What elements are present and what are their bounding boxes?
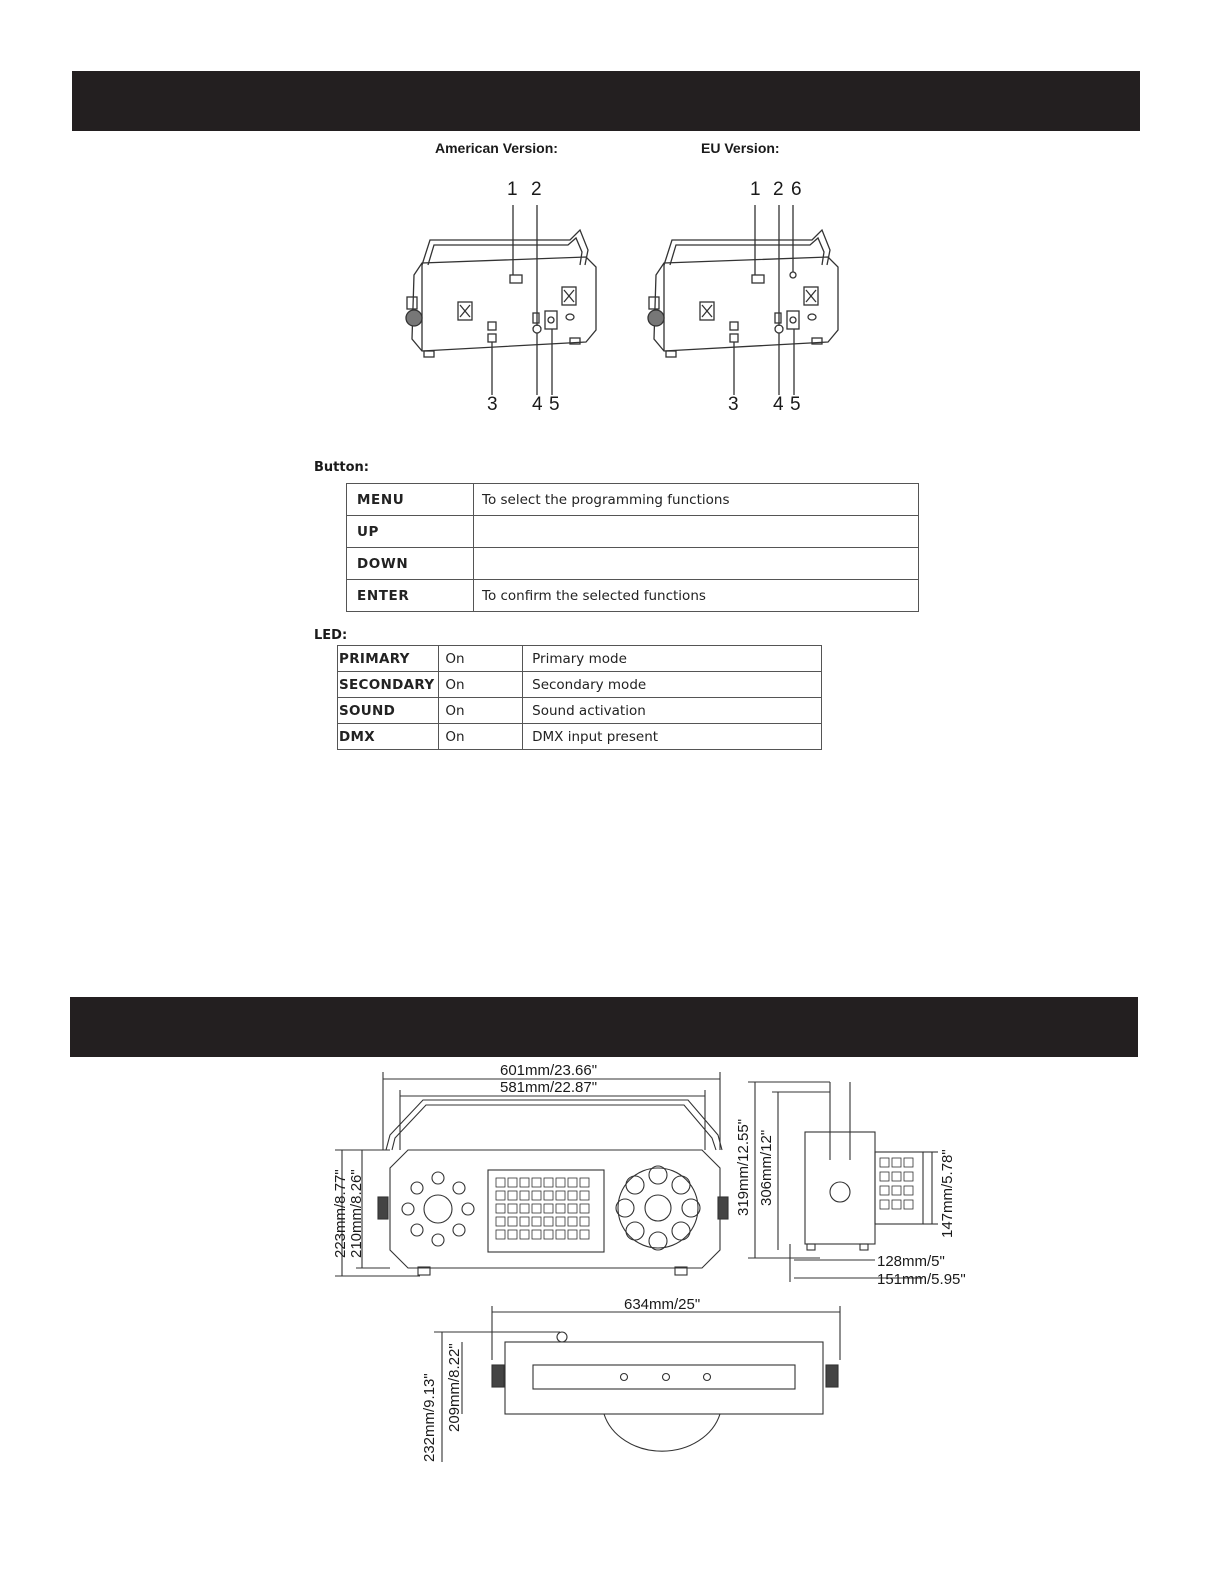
section-header-band-dimensions (70, 997, 1138, 1057)
led-state: On (439, 646, 523, 672)
table-row (338, 672, 822, 698)
callout-4-american: 4 (532, 394, 543, 415)
table-row (347, 484, 919, 516)
led-table (337, 645, 822, 750)
side-inner-height-label: 306mm/12" (758, 1129, 775, 1206)
dimension-drawing (320, 1060, 980, 1470)
led-state: On (439, 698, 523, 724)
led-section-title: LED: (314, 628, 348, 643)
top-outer-depth-label: 232mm/9.13" (421, 1373, 438, 1462)
callout-4-eu: 4 (773, 394, 784, 415)
button-key: UP (347, 516, 474, 548)
table-row (347, 516, 919, 548)
side-depth-outer-label: 151mm/5.95" (877, 1271, 966, 1288)
eu-version-label: EU Version: (701, 140, 780, 156)
section-header-band-top (72, 71, 1140, 131)
led-key: SOUND (338, 698, 439, 724)
callout-5-american: 5 (549, 394, 560, 415)
top-width-label: 634mm/25" (624, 1296, 701, 1313)
led-state: On (439, 724, 523, 750)
led-key: SECONDARY (338, 672, 439, 698)
callout-3-american: 3 (487, 394, 498, 415)
callout-2-american: 2 (531, 179, 542, 200)
american-version-label: American Version: (435, 140, 558, 156)
fixture-rear-view-american (400, 205, 600, 400)
table-row (347, 580, 919, 612)
front-inner-height-label: 210mm/8.26" (348, 1169, 365, 1258)
callout-3-eu: 3 (728, 394, 739, 415)
callout-6-eu: 6 (791, 179, 802, 200)
fixture-rear-view-eu (642, 205, 842, 400)
button-section-title: Button: (314, 460, 369, 475)
led-desc: DMX input present (523, 724, 822, 750)
button-desc (474, 516, 919, 548)
side-panel-height-label: 147mm/5.78" (939, 1149, 956, 1238)
front-outer-width-label: 601mm/23.66" (500, 1062, 598, 1079)
button-desc (474, 548, 919, 580)
led-desc: Primary mode (523, 646, 822, 672)
button-key: MENU (347, 484, 474, 516)
table-row (347, 548, 919, 580)
front-inner-width-label: 581mm/22.87" (500, 1079, 598, 1096)
button-desc: To select the programming functions (474, 484, 919, 516)
button-desc: To confirm the selected functions (474, 580, 919, 612)
callout-5-eu: 5 (790, 394, 801, 415)
led-state: On (439, 672, 523, 698)
top-inner-depth-label: 209mm/8.22" (446, 1343, 463, 1432)
led-desc: Secondary mode (523, 672, 822, 698)
side-depth-inner-label: 128mm/5" (877, 1253, 945, 1270)
callout-2-eu: 2 (773, 179, 784, 200)
table-row (338, 698, 822, 724)
side-outer-height-label: 319mm/12.55" (735, 1118, 752, 1216)
front-outer-height-label: 223mm/8.77" (332, 1169, 349, 1258)
led-desc: Sound activation (523, 698, 822, 724)
led-key: DMX (338, 724, 439, 750)
button-key: ENTER (347, 580, 474, 612)
button-table (346, 483, 919, 612)
led-key: PRIMARY (338, 646, 439, 672)
table-row (338, 646, 822, 672)
button-key: DOWN (347, 548, 474, 580)
callout-1-eu: 1 (750, 179, 761, 200)
callout-1-american: 1 (507, 179, 518, 200)
table-row (338, 724, 822, 750)
